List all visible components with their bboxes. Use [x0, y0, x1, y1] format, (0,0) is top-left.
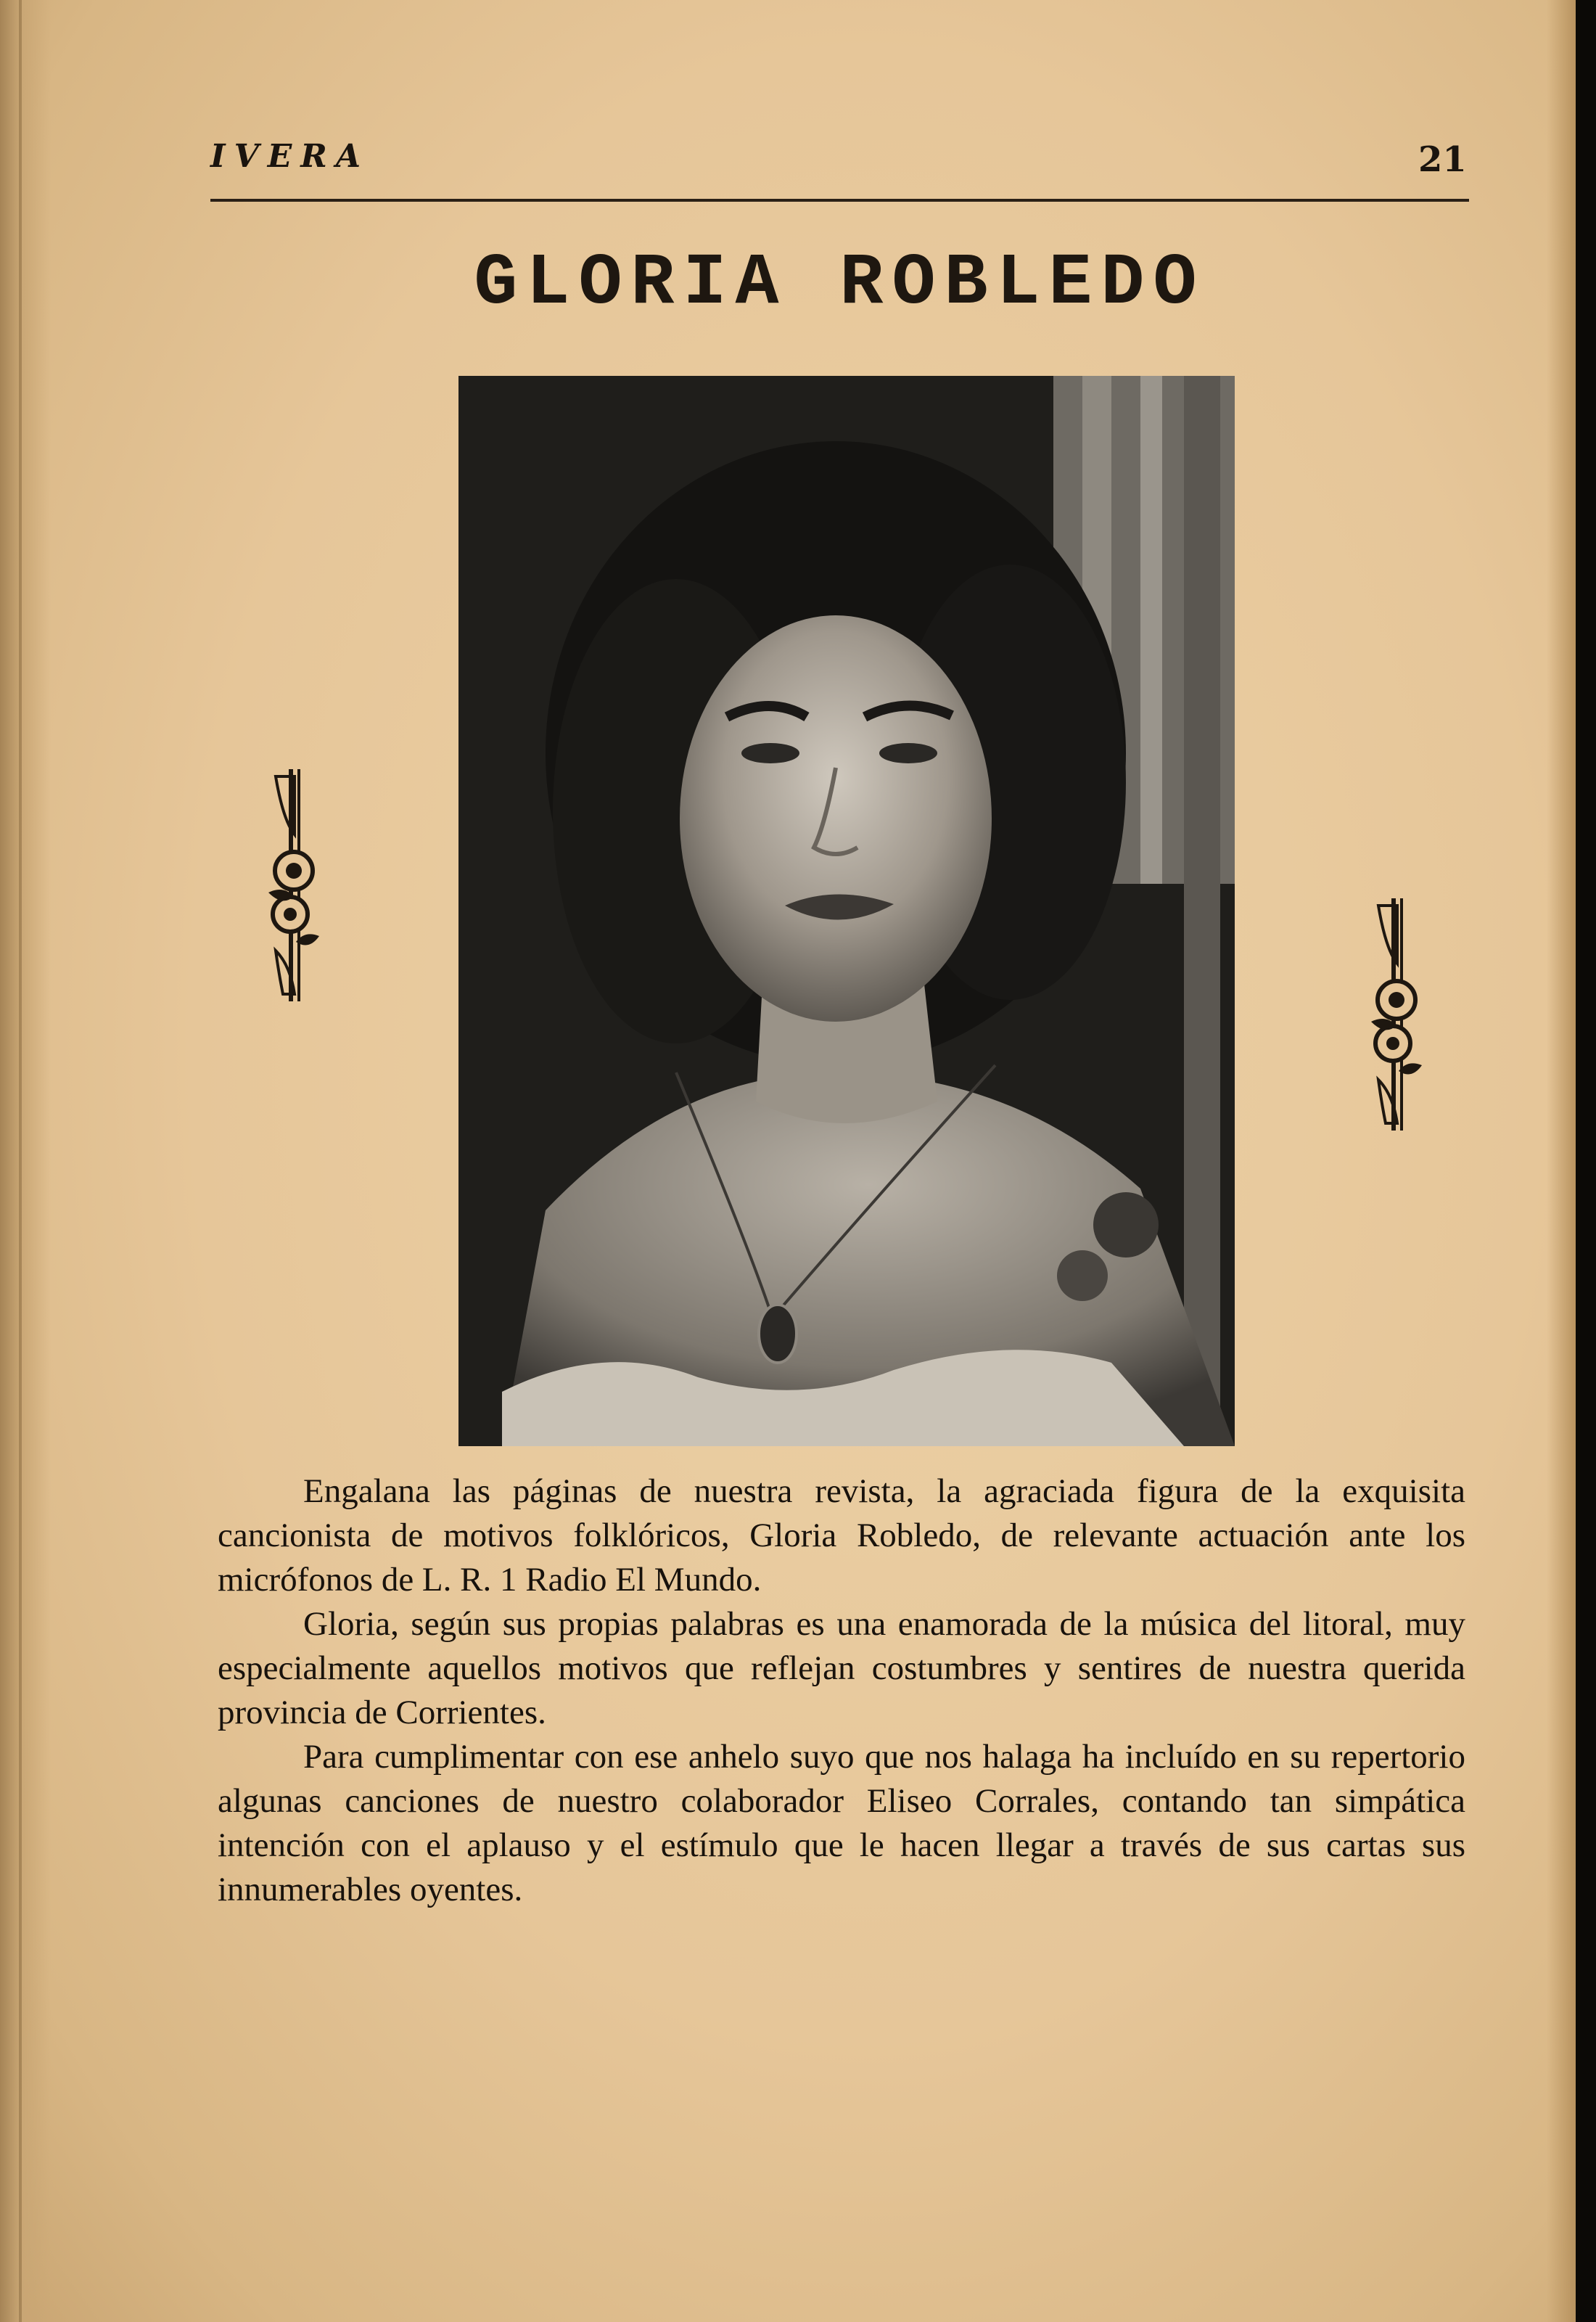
portrait-photo — [458, 376, 1235, 1446]
page-number: 21 — [1418, 139, 1467, 180]
article-paragraph: Engalana las páginas de nuestra revista, la agraciada figura de la exquisita cancionista de motivos folklóricos, Gloria Robledo, de relevante actuación ante los micrófonos de L. R. 1 Radio El Mundo. — [218, 1472, 1465, 1599]
article-paragraph: Para cumplimentar con ese anhelo suyo que nos halaga ha incluído en su repertorio algunas canciones de nuestro colaborador Eliseo Corrales, contando tan simpática intención con el aplauso y el estímulo que le hacen llegar a través de sus cartas sus innumerables oyentes. — [218, 1738, 1465, 1908]
running-head: IVERA — [210, 138, 369, 175]
page-edge-shadow — [1547, 0, 1576, 2322]
article-paragraph: Gloria, según sus propias palabras es una enamorada de la música del litoral, muy especialmente aquellos motivos que reflejan costumbres y sentires de nuestra querida provincia de Corrientes. — [218, 1605, 1465, 1731]
spine-fold — [19, 0, 22, 2322]
portrait-illustration — [458, 376, 1235, 1446]
spine-shadow — [0, 0, 51, 2322]
header-rule — [210, 199, 1469, 202]
rose-vine-ornament-icon — [1364, 898, 1429, 1131]
article-title: GLORIA ROBLEDO — [474, 243, 1206, 325]
article-body — [218, 1469, 1465, 1912]
rose-vine-ornament-icon — [261, 769, 326, 1001]
